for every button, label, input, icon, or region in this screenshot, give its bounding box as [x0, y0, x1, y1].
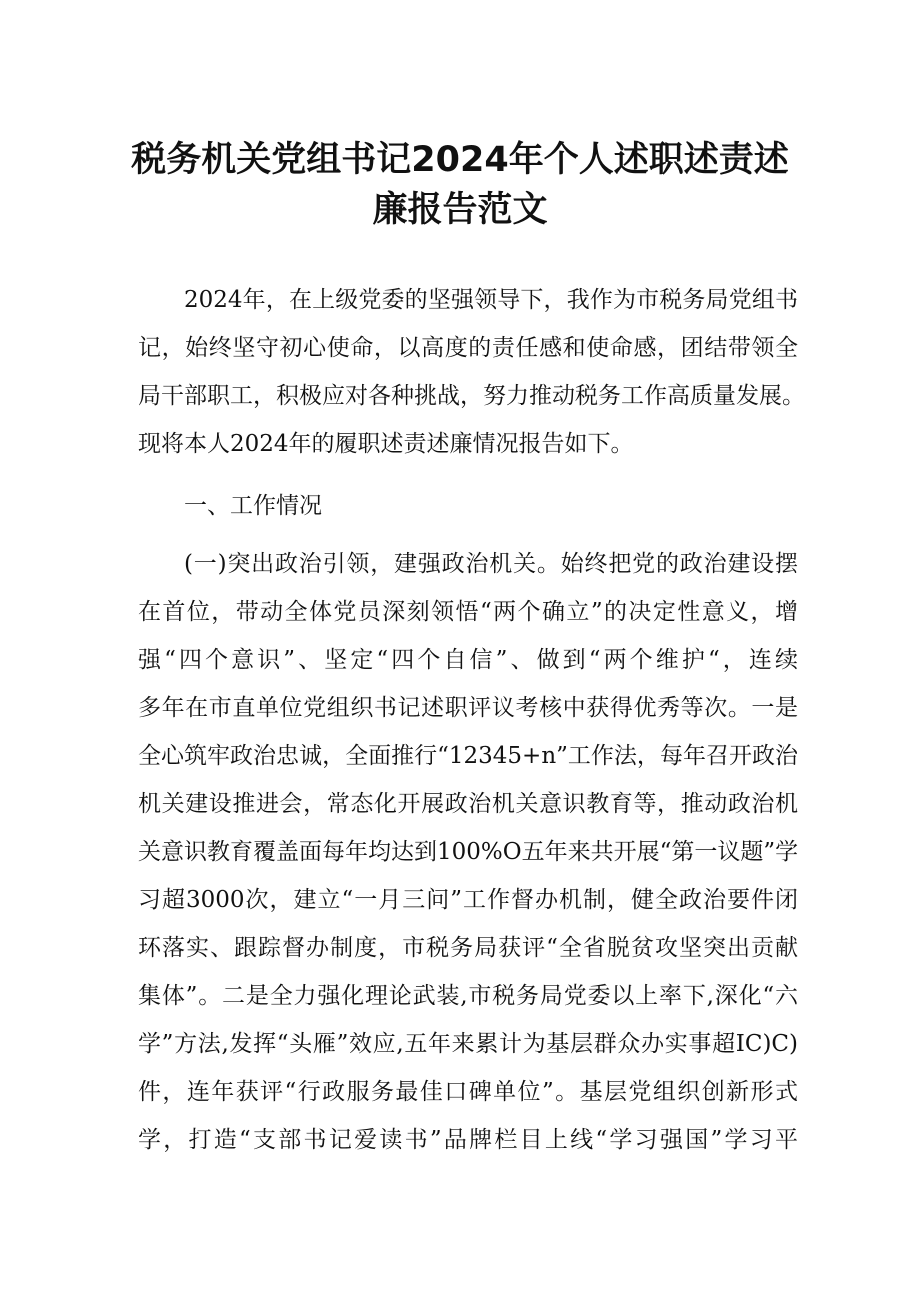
section1-line-13: 学，打造“支部书记爱读书”品牌栏目上线“学习强国”学习平	[138, 1127, 798, 1153]
section1-line-6: 机关建设推进会，常态化开展政治机关意识教育等，推动政治机	[138, 791, 798, 817]
section1-line-2: 在首位，带动全体党员深刻领悟“两个确立”的决定性意义，增	[138, 599, 798, 625]
section1-line-7: 关意识教育覆盖面每年均达到100%O五年来共开展“第一议题”学	[138, 839, 799, 865]
document-title-line-1: 税务机关党组书记2024年个人述职述责述	[131, 140, 789, 180]
intro-line-2: 记，始终坚守初心使命，以高度的责任感和使命感，团结带领全	[138, 335, 798, 361]
intro-paragraph	[138, 276, 805, 468]
section1-line-11: 学”方法,发挥“头雁”效应,五年来累计为基层群众办实事超IC)C)	[138, 1031, 798, 1057]
intro-line-3: 局干部职工，积极应对各种挑战，努力推动税务工作高质量发展。	[138, 383, 805, 409]
section1-line-4: 多年在市直单位党组织书记述职评议考核中获得优秀等次。一是	[138, 695, 798, 721]
intro-line-1: 2024年，在上级党委的坚强领导下，我作为市税务局党组书	[184, 287, 798, 313]
section1-line-5: 全心筑牢政治忠诚，全面推行“12345+n”工作法，每年召开政治	[138, 743, 798, 769]
section1-line-8: 习超3000次，建立“一月三问”工作督办机制，健全政治要件闭	[138, 887, 798, 913]
section1-line-10: 集体”。二是全力强化理论武装,市税务局党委以上率下,深化“六	[138, 983, 798, 1009]
section1-line-3: 强“四个意识”、坚定“四个自信”、做到“两个维护“，连续	[138, 647, 798, 673]
section-heading	[138, 482, 798, 530]
section1-line-9: 环落实、跟踪督办制度，市税务局获评“全省脱贫攻坚突出贡献	[138, 935, 798, 961]
intro-line-4: 现将本人2024年的履职述责述廉情况报告如下。	[138, 431, 634, 457]
section1-line-1: (一)突出政治引领，建强政治机关。始终把党的政治建设摆	[184, 551, 798, 577]
section1-line-12: 件，连年获评“行政服务最佳口碑单位”。基层党组织创新形式	[138, 1079, 798, 1105]
document-title-line-2: 廉报告范文	[372, 190, 548, 230]
section-heading-text: 一、工作情况	[184, 493, 322, 519]
section1-paragraph	[138, 540, 798, 1164]
